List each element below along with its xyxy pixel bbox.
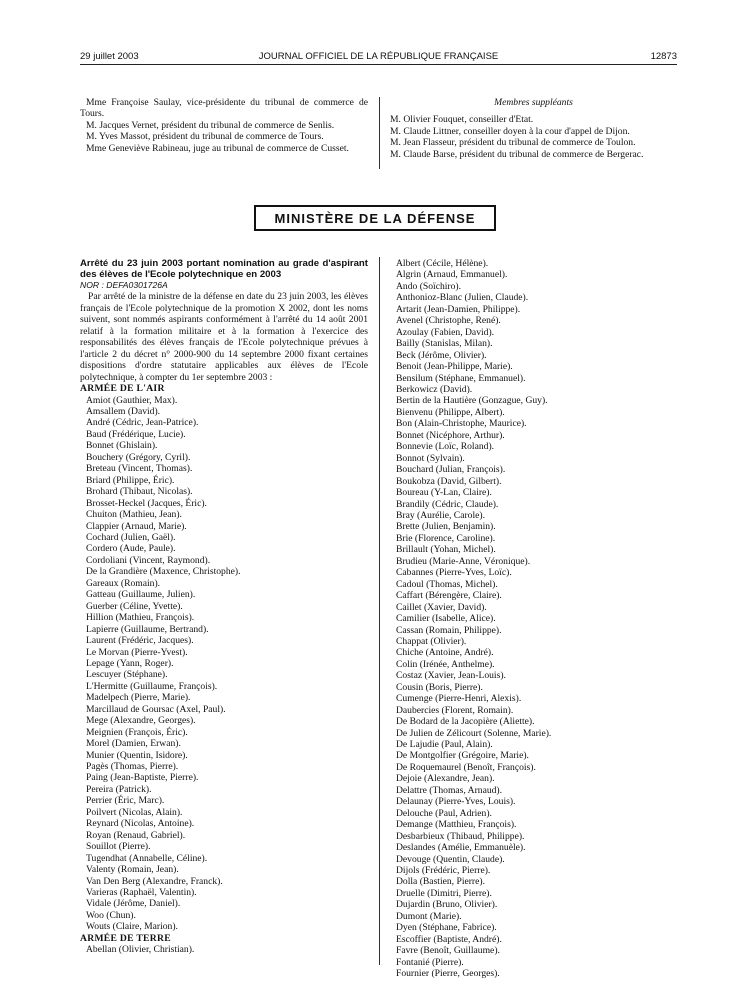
list-item: Baud (Frédérique, Lucie). (86, 428, 186, 440)
list-item: Fournier (Pierre, Georges). (396, 968, 500, 980)
list-item: De Montgolfier (Grégoire, Marie). (396, 750, 529, 762)
list-item: Delaunay (Pierre-Yves, Louis). (396, 796, 516, 808)
list-item: Cordero (Aude, Paule). (86, 543, 176, 555)
list-item: Bonnot (Sylvain). (396, 452, 465, 464)
list-item: Bouchery (Grégory, Cyril). (86, 451, 191, 463)
list-item: Laurent (Frédéric, Jacques). (86, 635, 194, 647)
list-item: Amsallem (David). (86, 405, 161, 417)
list-item: Breteau (Vincent, Thomas). (86, 463, 193, 475)
list-item: Munier (Quentin, Isidore). (86, 749, 188, 761)
ministry-heading (254, 205, 496, 231)
list-item: Delattre (Thomas, Arnaud). (396, 784, 503, 796)
list-item: De Bodard de la Jacopière (Aliette). (396, 716, 535, 728)
list-item: Wouts (Claire, Marion). (86, 921, 178, 933)
subheading: Membres suppléants (494, 97, 573, 108)
list-item: Reynard (Nicolas, Antoine). (86, 818, 195, 830)
list-item: Boureau (Y-Lan, Claire). (396, 487, 492, 499)
list-item: Cousin (Boris, Pierre). (396, 681, 483, 693)
list-item: Guerber (Céline, Yvette). (86, 600, 183, 612)
list-item: Camilier (Isabelle, Alice). (396, 613, 496, 625)
list-item: Briard (Philippe, Éric). (86, 474, 175, 486)
list-item: Azoulay (Fabien, David). (396, 326, 495, 338)
top-right-column (390, 97, 677, 160)
list-item: Morel (Damien, Erwan). (86, 738, 181, 750)
list-item: Gareaux (Romain). (86, 577, 161, 589)
list-item: Escoffier (Baptiste, André). (396, 933, 502, 945)
column-divider (379, 257, 380, 965)
list-item: Ando (Soïchiro). (396, 280, 462, 292)
list-item: Lepage (Yann, Roger). (86, 657, 174, 669)
list-item: Cumenge (Pierre-Henri, Alexis). (396, 693, 522, 705)
list-item: Benoit (Jean-Philippe, Marie). (396, 361, 513, 373)
list-item: Tugendhat (Annabelle, Céline). (86, 852, 208, 864)
list-item: Bonnet (Ghislain). (86, 440, 158, 452)
list-item: Cochard (Julien, Gaël). (86, 531, 176, 543)
list-item: Caffart (Bérengère, Claire). (396, 590, 502, 602)
list-item: Woo (Chun). (86, 909, 136, 921)
list-item: Desbarbieux (Thibaud, Philippe). (396, 830, 525, 842)
list-item: Royan (Renaud, Gabriel). (86, 829, 186, 841)
paragraph: M. Claude Littner, conseiller doyen à la cour d'appel de Dijon. (390, 125, 630, 137)
header-page-number: 12873 (650, 51, 677, 62)
list-item: Dijols (Frédéric, Pierre). (396, 865, 491, 877)
header-title: JOURNAL OFFICIEL DE LA RÉPUBLIQUE FRANÇAISE (258, 51, 499, 62)
list-item: Anthonioz-Blanc (Julien, Claude). (396, 292, 529, 304)
list-item: Brie (Florence, Caroline). (396, 532, 496, 544)
list-item: L'Hermitte (Guillaume, François). (86, 680, 218, 692)
list-item: Beck (Jérôme, Olivier). (396, 349, 487, 361)
list-item: Varieras (Raphaël, Valentin). (86, 887, 197, 899)
list-item: Favre (Benoît, Guillaume). (396, 945, 500, 957)
list-item: Amiot (Gauthier, Max). (86, 394, 178, 406)
list-item: Pagès (Thomas, Pierre). (86, 761, 179, 773)
list-item: Daubercies (Florent, Romain). (396, 704, 514, 716)
list-item: Bertin de la Hautière (Gonzague, Guy). (396, 395, 548, 407)
list-item: De Roquemaurel (Benoît, François). (396, 761, 536, 773)
list-item: Bienvenu (Philippe, Albert). (396, 406, 505, 418)
list-item: Bon (Alain-Christophe, Maurice). (396, 418, 527, 430)
list-item: Brandily (Cédric, Claude). (396, 498, 499, 510)
list-item: Druelle (Dimitri, Pierre). (396, 887, 492, 899)
list-item: Chuiton (Mathieu, Jean). (86, 509, 182, 521)
list-item: Le Morvan (Pierre-Yvest). (86, 646, 188, 658)
list-item: De Julien de Zélicourt (Solenne, Marie). (396, 727, 552, 739)
paragraph: Mme Geneviève Rabineau, juge au tribunal de commerce de Cusset. (86, 142, 349, 154)
left-main-column (80, 258, 368, 956)
list-item: Caillet (Xavier, David). (396, 601, 487, 613)
names-list-air (80, 395, 368, 933)
list-item: Gatteau (Guillaume, Julien). (86, 589, 196, 601)
list-item: Dumont (Marie). (396, 910, 462, 922)
list-item: Brosset-Heckel (Jacques, Éric). (86, 497, 207, 509)
list-item: Van Den Berg (Alexandre, Franck). (86, 875, 223, 887)
list-item: Avenel (Christophe, René). (396, 315, 501, 327)
list-item: Abellan (Olivier, Christian). (86, 944, 195, 956)
list-item: Brillault (Yohan, Michel). (396, 544, 496, 556)
list-item: Deslandes (Amélie, Emmanuèle). (396, 842, 526, 854)
list-item: Brudieu (Marie-Anne, Véronique). (396, 555, 531, 567)
list-item: Marcillaud de Goursac (Axel, Paul). (86, 703, 226, 715)
list-item: Bonnevie (Loïc, Roland). (396, 441, 495, 453)
list-item: Dolla (Bastien, Pierre). (396, 876, 485, 888)
list-item: Bray (Aurélie, Carole). (396, 509, 485, 521)
list-item: Colin (Irénée, Anthelme). (396, 658, 495, 670)
list-item: Lapierre (Guillaume, Bertrand). (86, 623, 209, 635)
list-item: Cassan (Romain, Philippe). (396, 624, 502, 636)
list-item: Boukobza (David, Gilbert). (396, 475, 502, 487)
list-item: Chiche (Antoine, André). (396, 647, 494, 659)
paragraph: M. Olivier Fouquet, conseiller d'Etat. (390, 114, 534, 126)
list-item: Paing (Jean-Baptiste, Pierre). (86, 772, 199, 784)
list-item: Dyen (Stéphane, Fabrice). (396, 922, 497, 934)
list-item: Cabannes (Pierre-Yves, Loïc). (396, 567, 512, 579)
names-list-terre-right (390, 258, 677, 980)
list-item: Delouche (Paul, Adrien). (396, 807, 492, 819)
list-item: Fontanié (Pierre). (396, 956, 464, 968)
list-item: Hillion (Mathieu, François). (86, 612, 195, 624)
list-item: Devouge (Quentin, Claude). (396, 853, 505, 865)
list-item: De Lajudie (Paul, Alain). (396, 739, 493, 751)
page-header (80, 51, 677, 65)
list-item: Pereira (Patrick). (86, 783, 152, 795)
section-heading-air: ARMÉE DE L'AIR (80, 383, 165, 395)
list-item: Cordoliani (Vincent, Raymond). (86, 554, 211, 566)
list-item: Albert (Cécile, Hélène). (396, 258, 489, 269)
header-rule (80, 64, 677, 65)
column-divider (379, 97, 380, 169)
list-item: Valenty (Romain, Jean). (86, 864, 179, 876)
list-item: Mege (Alexandre, Georges). (86, 715, 196, 727)
right-main-column (390, 258, 677, 980)
names-list-terre-left (80, 944, 368, 955)
list-item: Brohard (Thibaut, Nicolas). (86, 486, 193, 498)
arrete-intro: Par arrêté de la ministre de la défense en date du 23 juin 2003, les élèves français de l'Ecole polytechnique de la promotion X 2002, dont les noms suivent, sont nommés aspirants conformément à l'arrêté du 14 août 2001 relatif à la formation militaire et à la formation à l'exercice des responsabilités des élèves français de l'Ecole polytechnique prévues à l'article 2 du décret n° 2000-900 du 14 septembre 2000 fixant certaines dispositions d'ordre statutaire applicables aux élèves de l'Ecole polytechnique, à compter du 1er septembre 2003 : (80, 291, 368, 383)
paragraph: M. Jean Flasseur, président du tribunal de commerce de Toulon. (390, 137, 636, 149)
list-item: Brette (Julien, Benjamin). (396, 521, 496, 533)
section-heading-terre: ARMÉE DE TERRE (80, 932, 171, 944)
list-item: Souillot (Pierre). (86, 841, 151, 853)
paragraph: M. Yves Massot, président du tribunal de commerce de Tours. (86, 131, 324, 143)
list-item: Vidale (Jérôme, Daniel). (86, 898, 181, 910)
list-item: Chappat (Olivier). (396, 635, 467, 647)
list-item: Clappier (Arnaud, Marie). (86, 520, 187, 532)
list-item: Dejoie (Alexandre, Jean). (396, 773, 495, 785)
top-left-column (80, 97, 368, 154)
list-item: André (Cédric, Jean-Patrice). (86, 417, 199, 429)
list-item: Algrin (Arnaud, Emmanuel). (396, 269, 508, 281)
list-item: Dujardin (Bruno, Olivier). (396, 899, 498, 911)
ministry-title: MINISTÈRE DE LA DÉFENSE (274, 210, 476, 226)
list-item: Cadoul (Thomas, Michel). (396, 578, 498, 590)
list-item: Madelpech (Pierre, Marie). (86, 692, 191, 704)
list-item: Bailly (Stanislas, Milan). (396, 338, 493, 350)
list-item: Perrier (Éric, Marc). (86, 795, 165, 807)
list-item: De la Grandière (Maxence, Christophe). (86, 566, 241, 578)
list-item: Poilvert (Nicolas, Alain). (86, 806, 183, 818)
list-item: Bonnet (Nicéphore, Arthur). (396, 429, 505, 441)
paragraph: Mme Françoise Saulay, vice-présidente du tribunal de commerce de Tours. (80, 97, 368, 120)
arrete-title: Arrêté du 23 juin 2003 portant nomination au grade d'aspirant des élèves de l'Ecole polytechnique en 2003 (80, 258, 368, 280)
list-item: Meignien (François, Éric). (86, 726, 188, 738)
list-item: Costaz (Xavier, Jean-Louis). (396, 670, 506, 682)
list-item: Berkowicz (David). (396, 383, 473, 395)
header-date: 29 juillet 2003 (80, 51, 139, 62)
list-item: Bensilum (Stéphane, Emmanuel). (396, 372, 526, 384)
paragraph: M. Jacques Vernet, président du tribunal de commerce de Senlis. (86, 119, 335, 131)
paragraph: M. Claude Barse, président du tribunal de commerce de Bergerac. (390, 148, 644, 160)
list-item: Demange (Matthieu, François). (396, 819, 517, 831)
list-item: Artarit (Jean-Damien, Philippe). (396, 303, 521, 315)
nor-reference: NOR : DEFA0301726A (80, 280, 168, 290)
list-item: Lescuyer (Stéphane). (86, 669, 168, 681)
list-item: Bouchard (Julian, François). (396, 464, 506, 476)
